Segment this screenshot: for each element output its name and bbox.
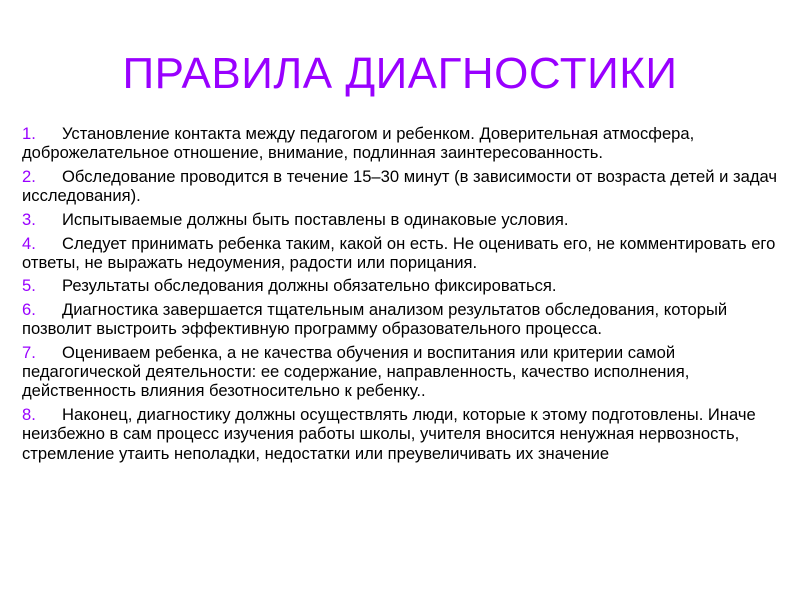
rule-number: 4. xyxy=(22,233,36,253)
rule-number: 5. xyxy=(22,276,36,296)
list-item xyxy=(22,300,782,338)
rule-text: Оцениваем ребенка, а не качества обучения и воспитания или критерии самой педагогической деятельности: ее содержание, направленность, качество исполнения, действенность влияния безотносительно к ребенку.. xyxy=(22,343,690,401)
rule-number: 2. xyxy=(22,166,36,186)
rules-list xyxy=(22,124,782,467)
rule-text: Установление контакта между педагогом и ребенком. Доверительная атмосфера, доброжелательное отношение, внимание, подлинная заинтересованность. xyxy=(22,124,695,163)
rule-number: 3. xyxy=(22,209,36,229)
rule-number: 6. xyxy=(22,300,36,320)
slide-title: ПРАВИЛА ДИАГНОСТИКИ xyxy=(122,49,678,98)
rule-text: Результаты обследования должны обязательно фиксироваться. xyxy=(62,276,557,296)
rule-text: Обследование проводится в течение 15–30 минут (в зависимости от возраста детей и задач исследования). xyxy=(22,166,778,206)
list-item xyxy=(22,210,782,229)
rule-text: Испытываемые должны быть поставлены в одинаковые условия. xyxy=(62,209,569,229)
rule-number: 8. xyxy=(22,405,36,425)
rule-number: 1. xyxy=(22,124,36,143)
rule-text: Следует принимать ребенка таким, какой он есть. Не оценивать его, не комментировать его ответы, не выражать недоумения, радости или порицания. xyxy=(22,233,776,272)
rule-number: 7. xyxy=(22,343,36,363)
list-item xyxy=(22,124,782,162)
list-item xyxy=(22,167,782,205)
list-item xyxy=(22,405,782,463)
list-item xyxy=(22,234,782,272)
list-item xyxy=(22,276,782,295)
list-item xyxy=(22,343,782,401)
rule-text: Диагностика завершается тщательным анализом результатов обследования, который позволит выстроить эффективную программу образовательного процесса. xyxy=(22,300,728,339)
rule-text: Наконец, диагностику должны осуществлять люди, которые к этому подготовлены. Иначе неизбежно в сам процесс изучения работы школы, учителя вносится ненужная нервозность, стремление утаить неполадки, недостатки или преувеличивать их значение xyxy=(22,405,756,463)
